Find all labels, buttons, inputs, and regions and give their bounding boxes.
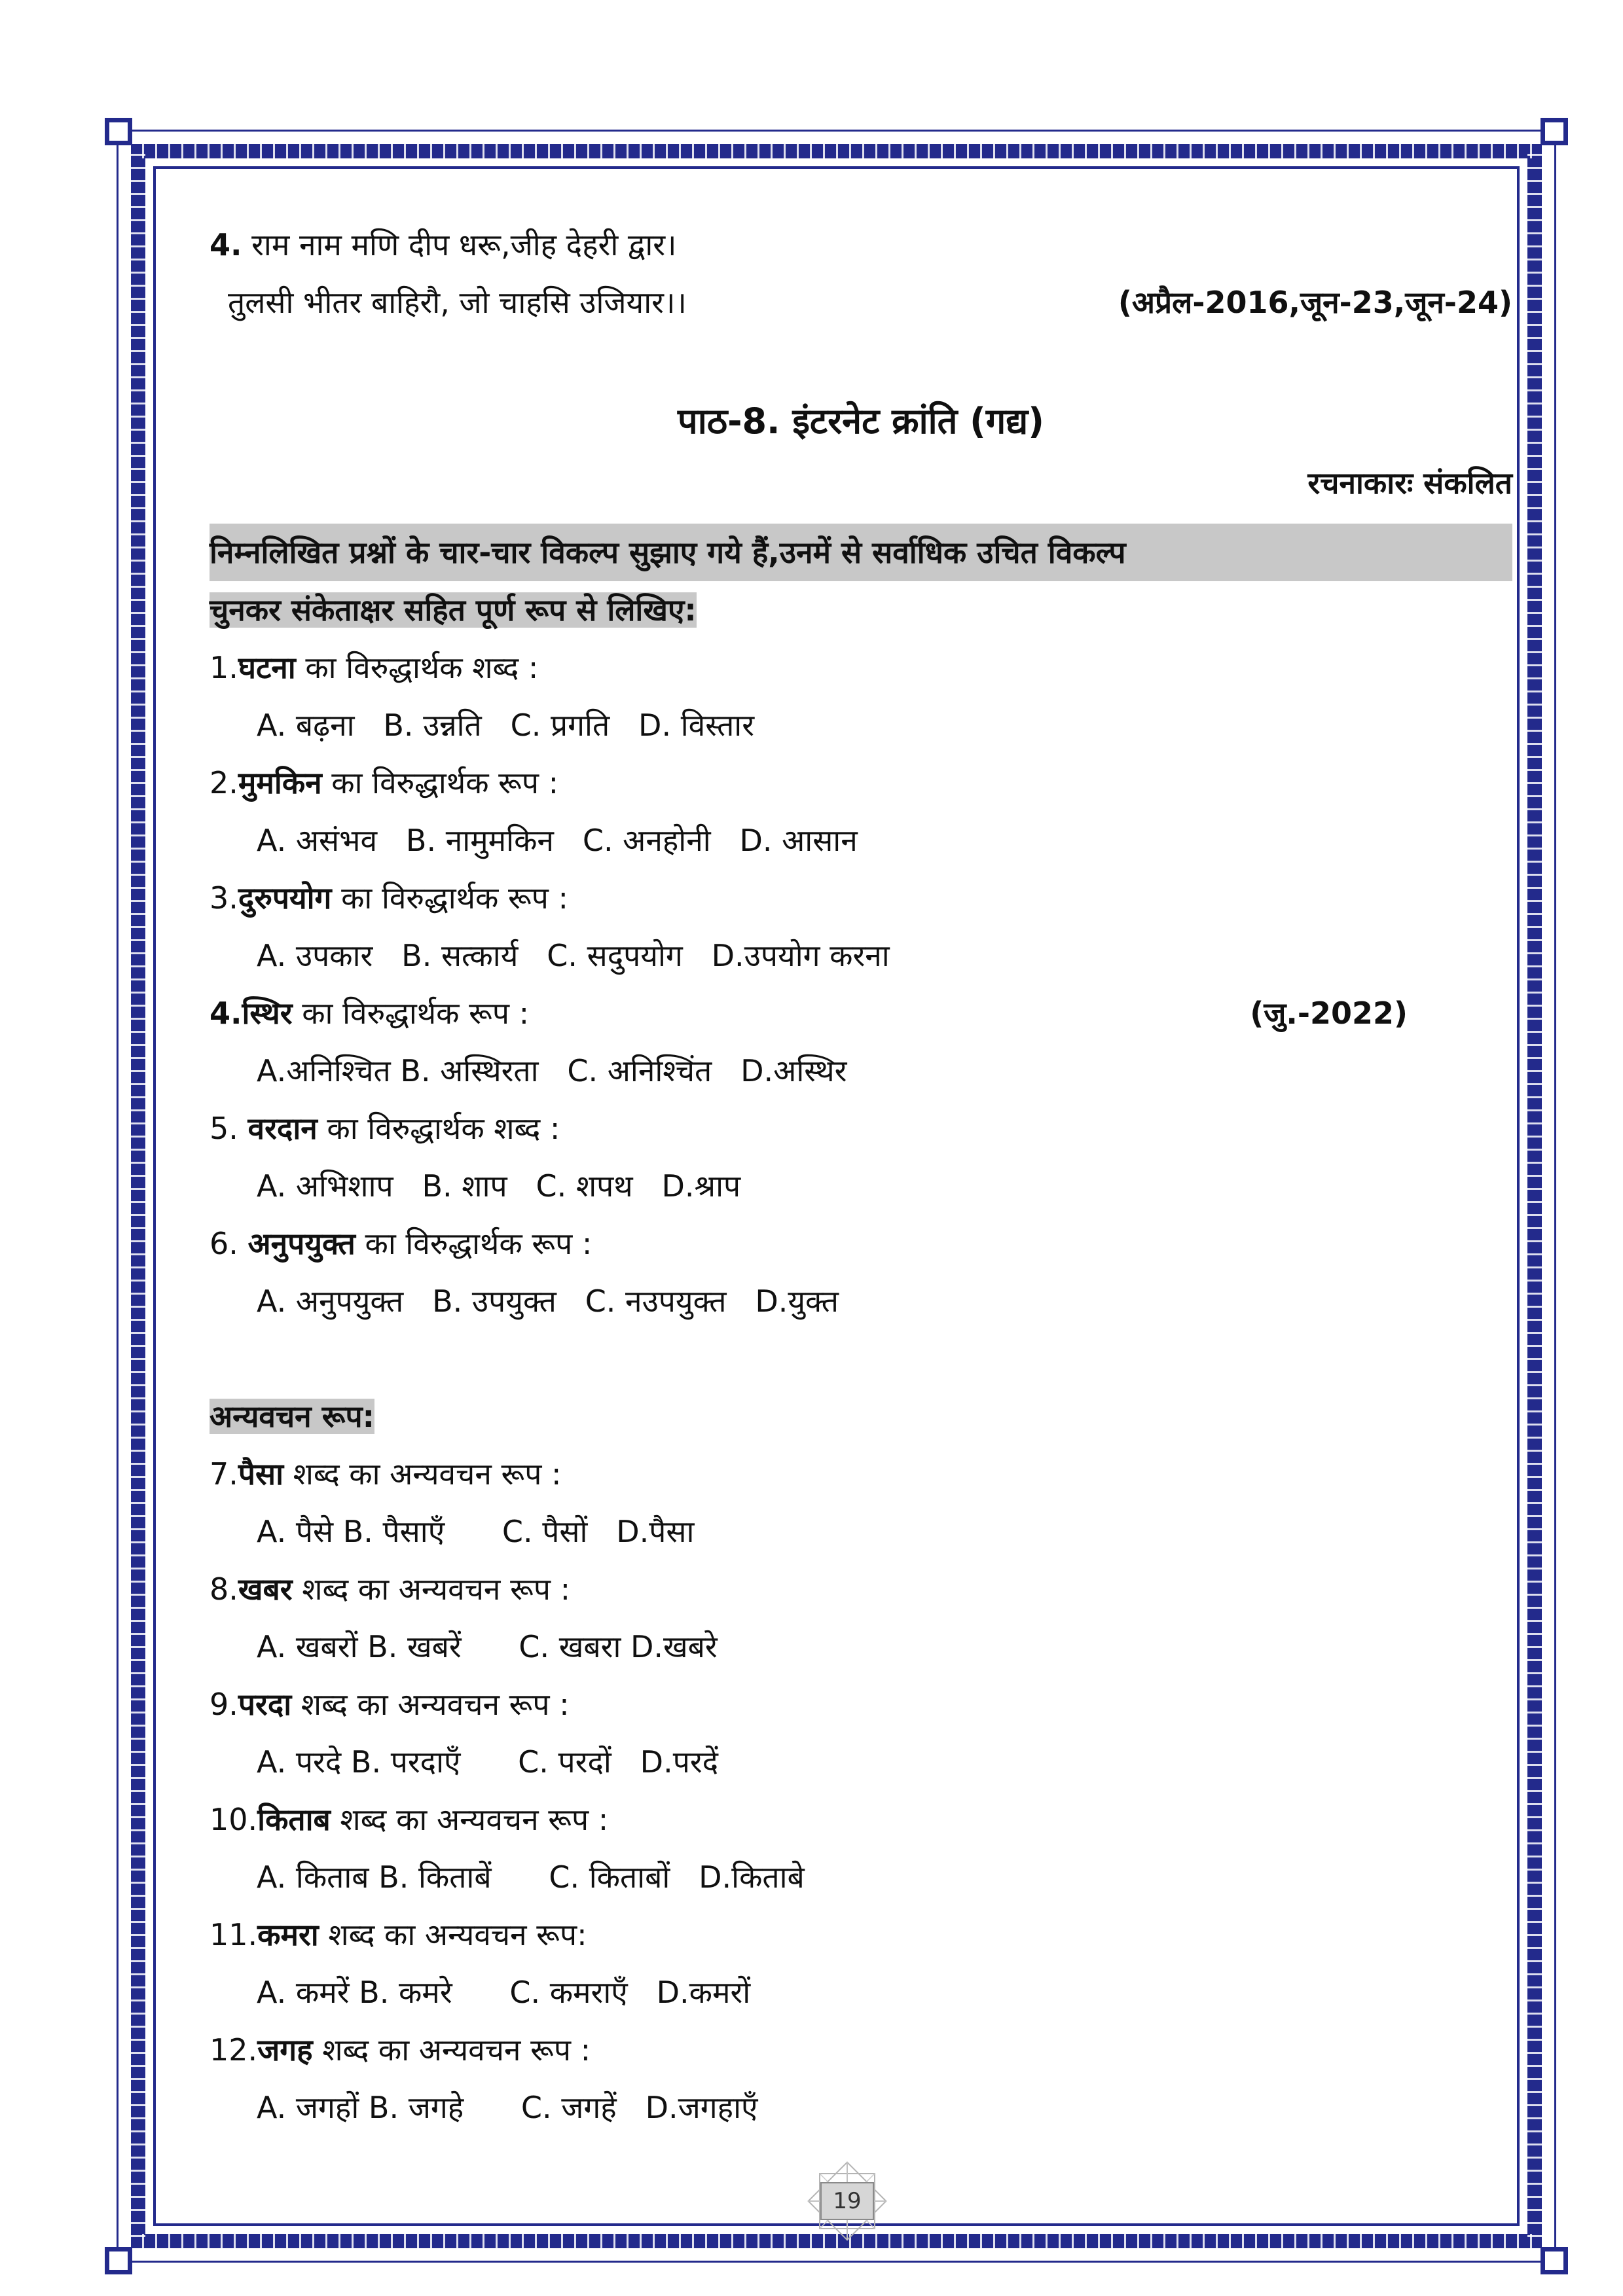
question-word: जगह [257,2032,313,2068]
question-text: शब्द का अन्यवचन रूप : [292,1571,571,1607]
question-number: 2. [210,765,238,800]
question-stem [210,1676,1512,1733]
border-ticks [1527,144,1542,2248]
question-word: घटना [238,650,296,685]
question-word: वरदान [247,1111,318,1146]
corner-ornament [105,2247,132,2274]
author-line: रचनाकारः संकलित [1307,465,1512,501]
question-word: परदा [238,1687,292,1722]
question-text: शब्द का अन्यवचन रूप : [283,1456,562,1492]
question-item [210,754,1512,869]
question-item [210,1445,1512,1560]
border-ticks [131,144,1542,158]
question-text: शब्द का अन्यवचन रूप : [330,1802,609,1837]
question-text: का विरुद्धार्थक शब्द : [317,1111,560,1146]
question-item [210,869,1512,984]
verse-text: तुलसी भीतर बाहिरौ, जो चाहसि उजियार।। [228,285,687,320]
question-number: 7. [210,1456,238,1492]
question-number: 1. [210,650,238,685]
question-word: अनुपयुक्त [247,1226,356,1261]
question-item [210,1215,1512,1330]
question-number: 4. [210,996,242,1031]
question-word: पैसा [238,1456,284,1492]
question-number: 9. [210,1687,238,1722]
question-reference: (जु.-2022) [1250,996,1408,1031]
question-number: 6. [210,1226,248,1261]
question-options: A. उपकार B. सत्कार्य C. सदुपयोग D.उपयोग करना [257,938,890,973]
question-text: का विरुद्धार्थक शब्द : [295,650,539,685]
border-ticks [131,144,145,2248]
question-word: दुरुपयोग [238,880,332,916]
question-word: कमरा [257,1917,319,1952]
question-options: A. असंभव B. नामुमकिन C. अनहोनी D. आसान [257,823,858,858]
question-text: शब्द का अन्यवचन रूप: [318,1917,587,1952]
corner-ornament [105,118,132,145]
question-item [210,2021,1512,2136]
instructions [210,524,1512,639]
question-options: A. पैसे B. पैसाएँ C. पैसों D.पैसा [257,1514,695,1549]
question-text: का विरुद्धार्थक रूप : [321,765,559,800]
question-text: शब्द का अन्यवचन रूप : [312,2032,591,2068]
question-text: शब्द का अन्यवचन रूप : [291,1687,570,1722]
question-word: खबर [238,1571,293,1607]
question-item [210,1100,1512,1215]
question-item [210,639,1512,754]
instruction-line: निम्नलिखित प्रश्नों के चार-चार विकल्प सुझाए गये हैं,उनमें से सर्वाधिक उचित विकल्प [210,524,1512,581]
question-options: A. खबरों B. खबरें C. खबरा D.खबरे [257,1629,718,1664]
question-options: A.अनिश्चित B. अस्थिरता C. अनिश्चिंत D.अस्थिर [257,1053,847,1088]
question-word: स्थिर [242,996,293,1031]
question-stem [210,754,1512,812]
question-item [210,1676,1512,1791]
question-item [210,1906,1512,2021]
question-number: 11. [210,1917,258,1952]
verse-line-2 [210,274,1512,331]
question-item [210,984,1512,1100]
verse-number: 4. [210,227,242,262]
question-options: A. जगहों B. जगहे C. जगहें D.जगहाएँ [257,2090,758,2125]
verse-reference: (अप्रैल-2016,जून-23,जून-24) [1118,285,1512,320]
question-stem [210,984,1512,1042]
question-word: किताब [257,1802,331,1837]
question-options: A. परदे B. परदाएँ C. परदों D.परदें [257,1744,719,1780]
question-text: का विरुद्धार्थक रूप : [355,1226,593,1261]
question-options: A. कमरें B. कमरे C. कमराएँ D.कमरों [257,1975,751,2010]
verse-text: राम नाम मणि दीप धरू,जीह देहरी द्वार। [251,227,677,262]
question-item [210,1791,1512,1906]
question-stem [210,2021,1512,2079]
question-stem [210,1791,1512,1848]
page-ornament [798,2152,896,2250]
question-item [210,1560,1512,1676]
corner-ornament [1541,118,1568,145]
question-number: 8. [210,1571,238,1607]
question-options: A. बढ़ना B. उन्नति C. प्रगति D. विस्तार [257,708,755,743]
question-options: A. अनुपयुक्त B. उपयुक्त C. नउपयुक्त D.युक्त [257,1283,839,1319]
question-text: का विरुद्धार्थक रूप : [331,880,568,916]
question-number: 12. [210,2032,258,2068]
question-stem [210,1906,1512,1964]
section-heading: अन्यवचन रूप: [210,1399,374,1434]
question-text: का विरुद्धार्थक रूप : [292,996,530,1031]
question-options: A. किताब B. किताबें C. किताबों D.किताबे [257,1859,805,1895]
page-content [210,216,1512,2136]
instruction-line: चुनकर संकेताक्षर सहित पूर्ण रूप से लिखिए: [210,592,697,628]
question-stem [210,1445,1512,1503]
question-number: 3. [210,880,238,916]
question-stem [210,1100,1512,1157]
verse-line-1 [210,216,1512,274]
question-word: मुमकिन [238,765,322,800]
question-number: 10. [210,1802,258,1837]
lesson-title: पाठ-8. इंटरनेट क्रांति (गद्य) [678,401,1044,442]
page-number: 19 [820,2182,874,2220]
question-options: A. अभिशाप B. शाप C. शपथ D.श्राप [257,1168,741,1204]
question-stem [210,1215,1512,1272]
question-number: 5. [210,1111,248,1146]
question-stem [210,1560,1512,1618]
corner-ornament [1541,2247,1568,2274]
question-stem [210,869,1512,927]
question-stem [210,639,1512,696]
